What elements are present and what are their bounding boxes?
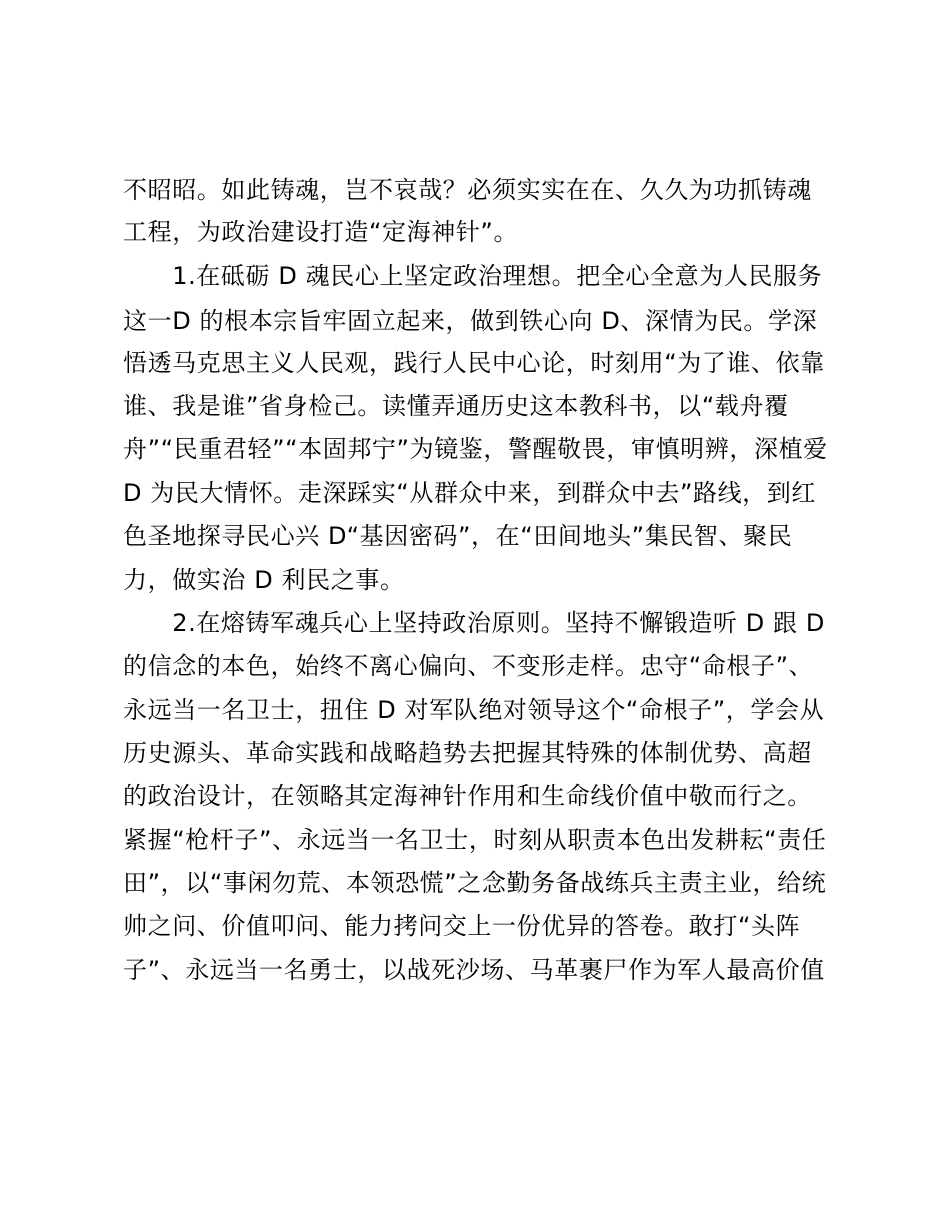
text-line: 的政治设计，在领略其定海神针作用和生命线价值中敬而行之。 [123,782,812,810]
text-line: 帅之问、价值叩问、能力拷问交上一份优异的答卷。敢打“头阵 [123,912,801,940]
text-line: 紧握“枪杆子”、永远当一名卫士，时刻从职责本色出发耕耘“责任 [123,826,827,854]
text-line: 不昭昭。如此铸魂，岂不哀哉？必须实实在在、久久为功抓铸魂 [123,176,812,204]
text-line: 工程，为政治建设打造“定海神针”。 [123,218,519,246]
text-line: D 为民大情怀。走深踩实“从群众中来，到群众中去”路线，到红 [123,479,816,507]
text-line: 悟透马克思主义人民观，践行人民中心论，时刻用“为了谁、依靠 [123,349,825,377]
text-line: 1.在砥砺 D 魂民心上坚定政治理想。把全心全意为人民服务 [123,262,823,290]
text-line: 永远当一名卫士，扭住 D 对军队绝对领导这个“命根子”，学会从 [123,696,825,724]
text-line: 2.在熔铸军魂兵心上坚持政治原则。坚持不懈锻造听 D 跟 D [123,609,825,637]
text-line: 谁、我是谁”省身检己。读懂弄通历史这本教科书，以“载舟覆 [123,392,789,420]
text-line: 历史源头、革命实践和战略趋势去把握其特殊的体制优势、高超 [123,739,812,767]
text-line: 的信念的本色，始终不离心偏向、不变形走样。忠守“命根子”、 [123,652,814,680]
text-line: 色圣地探寻民心兴 D“基因密码”，在“田间地头”集民智、聚民 [123,522,793,550]
text-line: 田”，以“事闲勿荒、本领恐慌”之念勤务备战练兵主责主业，给统 [123,869,827,897]
text-line: 这一D 的根本宗旨牢固立起来，做到铁心向 D、深情为民。学深 [123,307,818,335]
text-line: 力，做实治 D 利民之事。 [123,566,405,594]
text-line: 舟”“民重君轻”“本固邦宁”为镜鉴，警醒敬畏，审慎明辨，深植爱 [123,435,828,463]
text-line: 子”、永远当一名勇士，以战死沙场、马革裹尸作为军人最高价值 [123,956,825,984]
